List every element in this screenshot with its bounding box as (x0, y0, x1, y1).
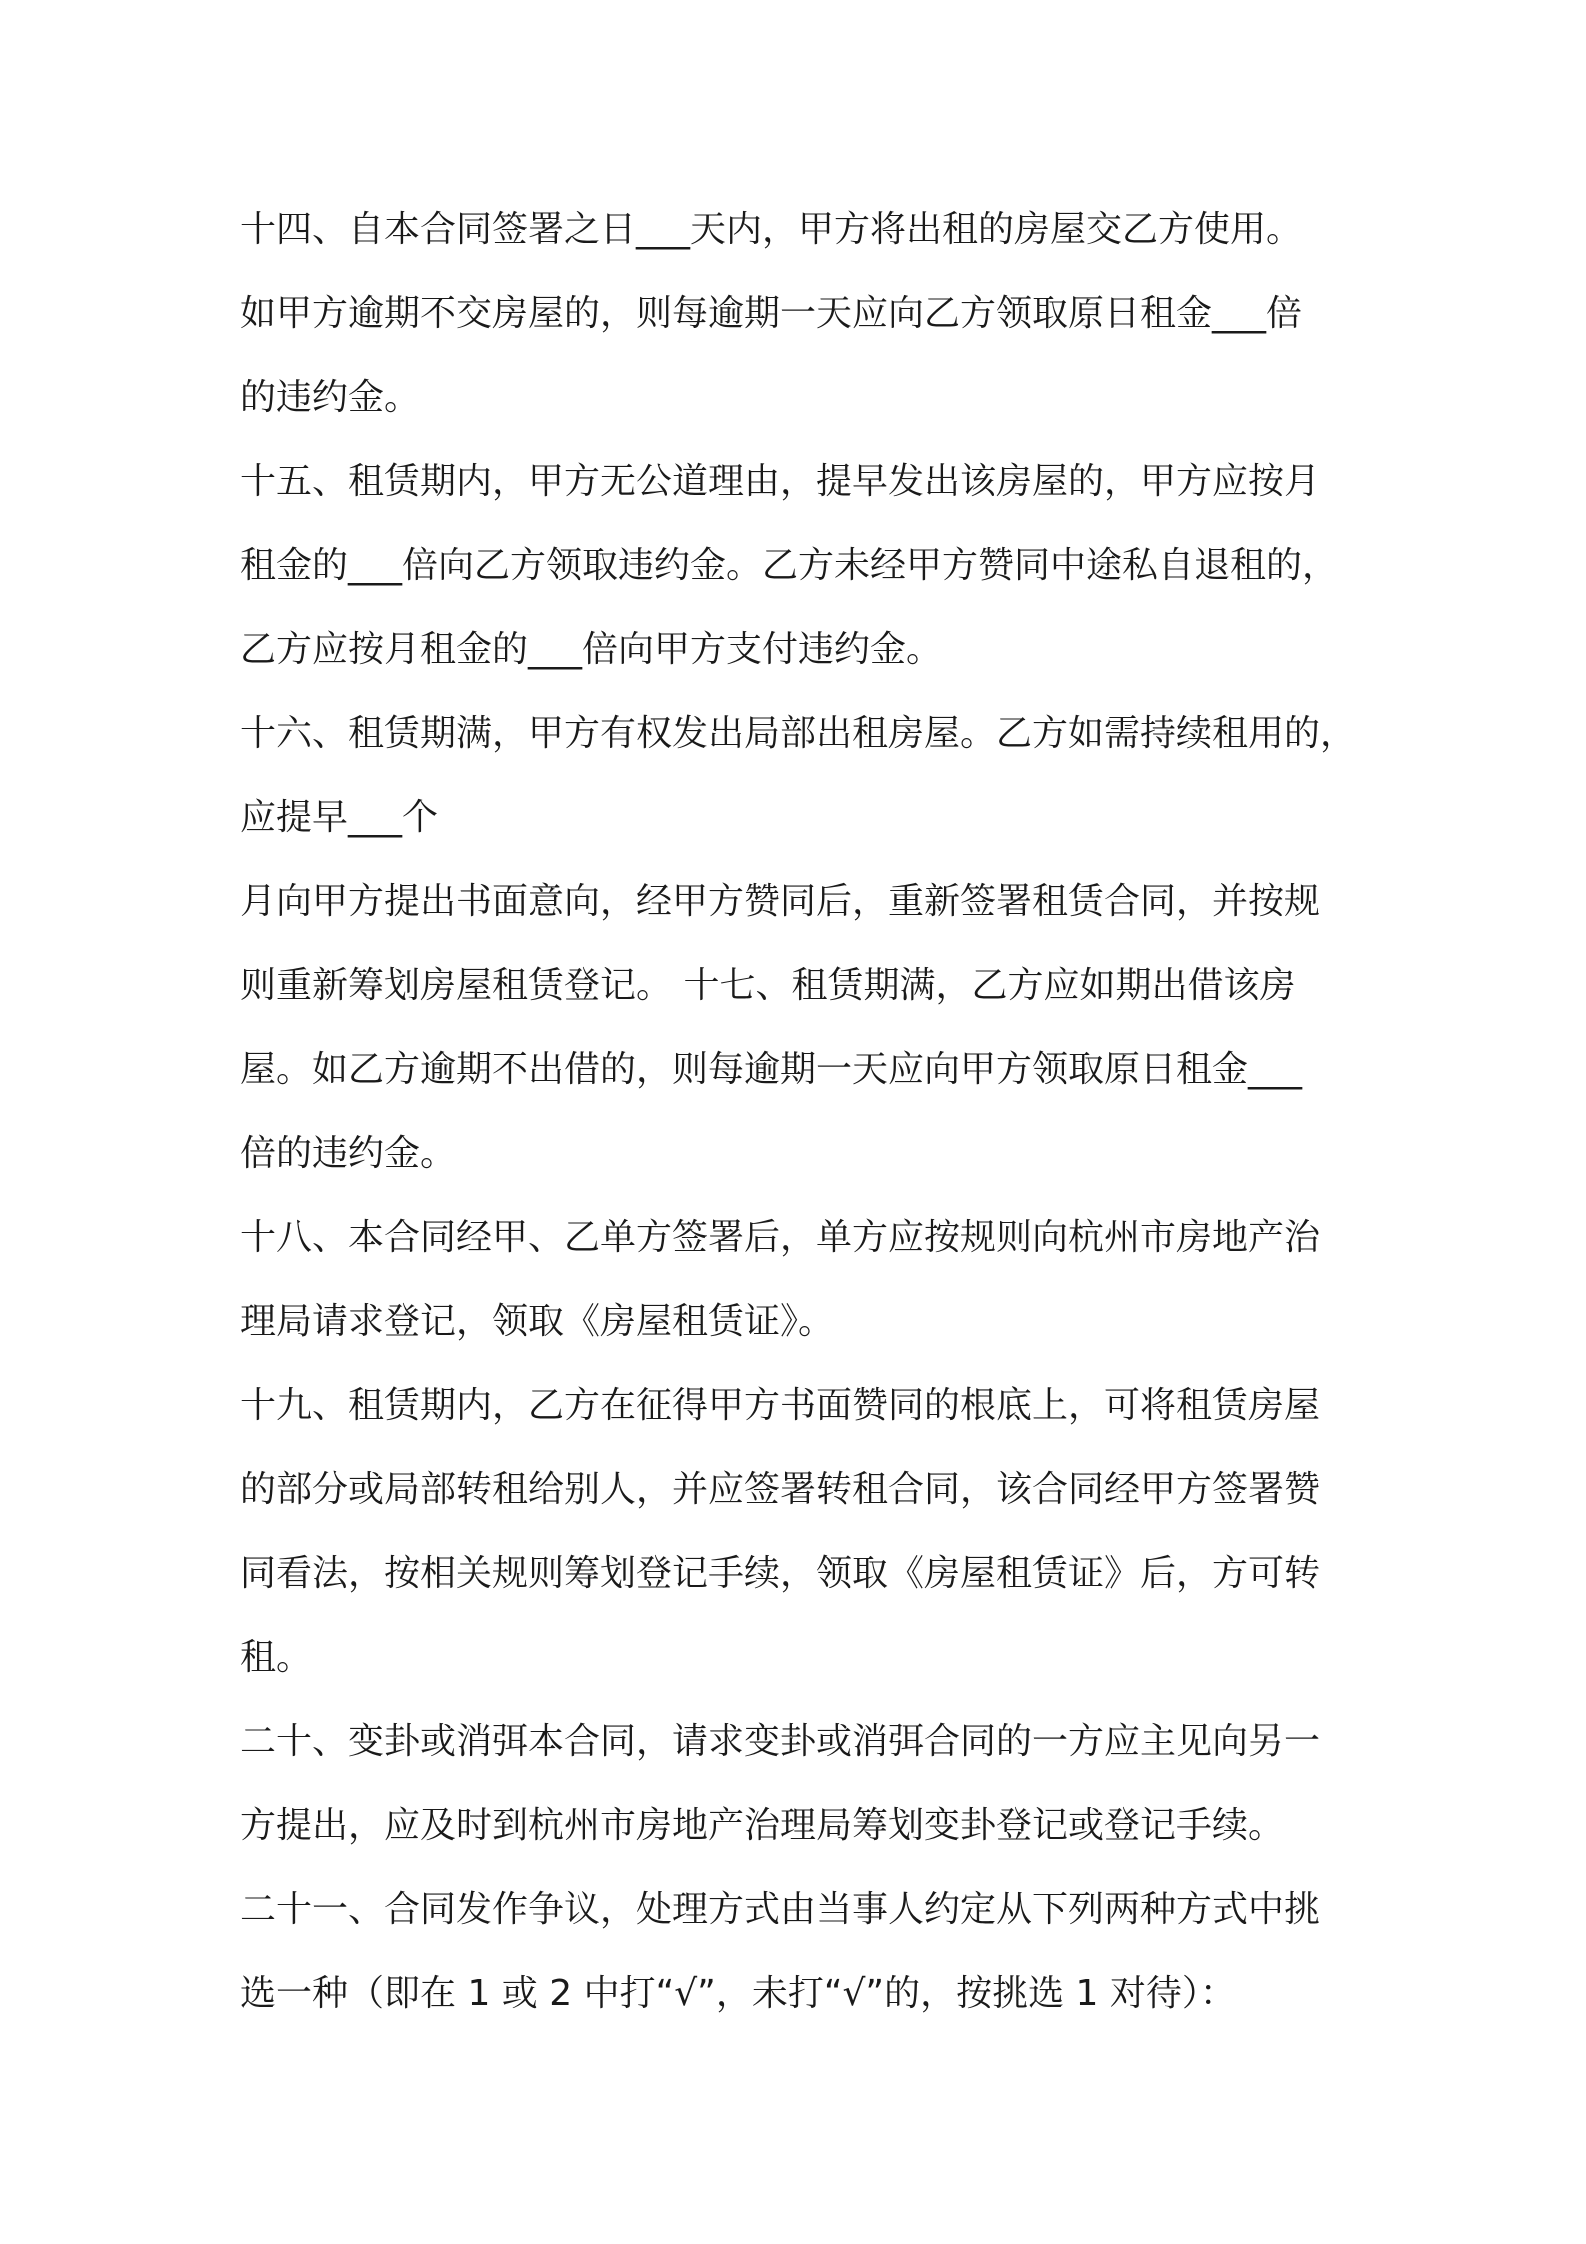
text-line: 月向甲方提出书面意向，经甲方赞同后，重新签署租赁合同，并按规 (240, 881, 1321, 922)
text-line: 二十、变卦或消弭本合同，请求变卦或消弭合同的一方应主见向另一 (240, 1721, 1321, 1762)
text-line: 十六、租赁期满，甲方有权发出局部出租房屋。乙方如需持续租用的， (240, 713, 1357, 754)
text-line: 租金的___倍向乙方领取违约金。乙方未经甲方赞同中途私自退租的， (240, 545, 1339, 586)
text-line: 倍的违约金。 (240, 1133, 457, 1174)
text-line: 租。 (240, 1637, 313, 1678)
text-line: 如甲方逾期不交房屋的，则每逾期一天应向乙方领取原日租金___倍 (240, 293, 1303, 334)
text-line: 方提出，应及时到杭州市房地产治理局筹划变卦登记或登记手续。 (240, 1805, 1285, 1846)
text-line: 十五、租赁期内，甲方无公道理由，提早发出该房屋的，甲方应按月 (240, 461, 1321, 502)
text-line: 屋。如乙方逾期不出借的，则每逾期一天应向甲方领取原日租金___ (240, 1049, 1303, 1090)
text-line: 十四、自本合同签署之日___天内，甲方将出租的房屋交乙方使用。 (240, 209, 1303, 250)
text-line: 十九、租赁期内，乙方在征得甲方书面赞同的根底上，可将租赁房屋 (240, 1385, 1321, 1426)
contract-body (240, 188, 1380, 2036)
text-line: 十八、本合同经甲、乙单方签署后，单方应按规则向杭州市房地产治 (240, 1217, 1321, 1258)
text-line: 的违约金。 (240, 377, 421, 418)
text-line: 理局请求登记，领取《房屋租赁证》。 (240, 1301, 835, 1342)
text-line: 同看法，按相关规则筹划登记手续，领取《房屋租赁证》后，方可转 (240, 1553, 1321, 1594)
text-line: 应提早___个 (240, 797, 439, 838)
text-line: 则重新筹划房屋租赁登记。 十七、租赁期满，乙方应如期出借该房 (240, 965, 1296, 1006)
text-line: 选一种（即在 1 或 2 中打“√”，未打“√”的，按挑选 1 对待）： (240, 1973, 1236, 2014)
text-line: 的部分或局部转租给别人，并应签署转租合同，该合同经甲方签署赞 (240, 1469, 1321, 1510)
text-line: 二十一、合同发作争议，处理方式由当事人约定从下列两种方式中挑 (240, 1889, 1321, 1930)
text-line: 乙方应按月租金的___倍向甲方支付违约金。 (240, 629, 943, 670)
